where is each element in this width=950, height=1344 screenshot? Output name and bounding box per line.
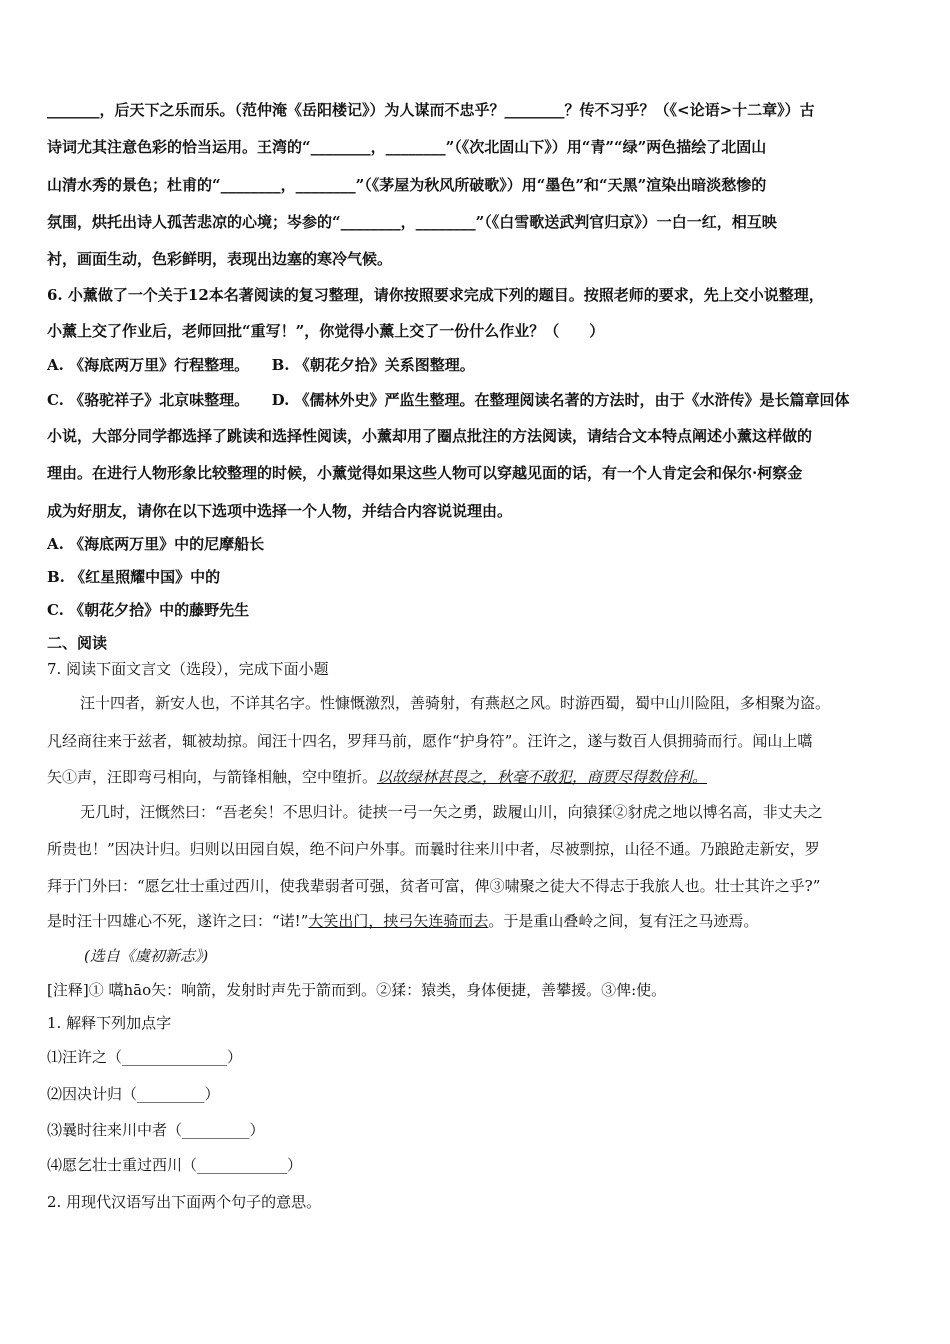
text-line: 山清水秀的景色；杜甫的“________，________”（《茅屋为秋风所破歌》）用“墨色”和“天黑”渲染出暗淡愁惨的 [47,176,767,194]
passage-text: 是时汪十四雄心不死，遂许之曰：“诺!” [47,912,309,930]
blank-item: ⑵因决计归（_________） [47,1085,220,1103]
question-6-line: 成为好朋友，请你在以下选项中选择一个人物，并结合内容说说理由。 [47,502,513,520]
blank-item: ⑶曩时往来川中者（_________） [47,1121,265,1139]
passage-line: 汪十四者，新安人也，不详其名字。性慷慨激烈，善骑射，有燕赵之风。时游西蜀，蜀中山川险阻，多相聚为盗。 [80,694,831,712]
question-6-line: 小薰上交了作业后，老师回批“重写！”，你觉得小薰上交了一份什么作业？（ ） [47,322,605,340]
passage-line: 无几时，汪慨然曰：“吾老矣！不思归计。徒挟一弓一矢之勇，跋履山川，向猿猱②豺虎之地以博名高，非丈夫之 [80,803,823,821]
choice-c: C. 《朝花夕拾》中的藤野先生 [47,601,250,619]
section-heading: 二、阅读 [47,634,108,652]
text-line: 氛围，烘托出诗人孤苦悲凉的心境；岑参的“________，________”（《白雪歌送武判官归京》）一白一红，相互映 [47,213,777,231]
question-6-line: 理由。在进行人物形象比较整理的时候，小薰觉得如果这些人物可以穿越见面的话，有一个人肯定会和保尔·柯察金 [47,464,803,482]
question-7-intro: 7. 阅读下面文言文（选段），完成下面小题 [47,660,329,678]
passage-line: 所贵也！”因决计归。归则以田园自娱，绝不问户外事。而曩时往来川中者，尽被剽掠，山径不通。乃踉跄走新安，罗 [47,840,820,858]
choice-a: A. 《海底两万里》中的尼摩船长 [47,535,265,553]
passage-line: 拜于门外曰：“愿乞壮士重过西川，使我辈弱者可强，贫者可富，俾③啸聚之徒大不得志于我旅人也。壮士其许之乎?” [47,877,821,895]
option-ab: A. 《海底两万里》行程整理。 B. 《朝花夕拾》关系图整理。 [47,356,475,374]
passage-line [47,767,907,787]
underlined-sentence: 以故绿林甚畏之，秋毫不敢犯，商贾尽得数倍利。 [377,768,708,786]
passage-text: 矢①声，汪即弯弓相向，与箭锋相触，空中堕折。 [47,768,378,786]
sub-question-2: 2. 用现代汉语写出下面两个句子的意思。 [47,1193,322,1211]
annotation-notes: [注释]① 嚆hāo矢：响箭，发射时声先于箭而到。②猱：猿类，身体便捷，善攀援。③俾:使。 [47,981,667,999]
passage-line: 凡经商往来于兹者，辄被劫掠。闻汪十四名，罗拜马前，愿作“护身符”。汪许之，遂与数百人俱拥骑而行。闻山上嚆 [47,732,813,750]
passage-text: 。于是重山叠岭之间，复有汪之马迹焉。 [488,912,759,930]
text-line: 诗词尤其注意色彩的恰当运用。王湾的“________，________”（《次北固山下》）用“青”“绿”两色描绘了北固山 [47,138,767,156]
text-line: 衬，画面生动，色彩鲜明，表现出边塞的寒冷气候。 [47,250,393,268]
question-6-line: 小说，大部分同学都选择了跳读和选择性阅读，小薰却用了圈点批注的方法阅读，请结合文本特点阐述小薰这样做的 [47,427,813,445]
text-line: _______，后天下之乐而乐。（范仲淹《岳阳楼记》）为人谋而不忠乎？________？传不习乎？（《<论语>十二章》）古 [47,101,815,119]
blank-item: ⑴汪许之（______________） [47,1048,243,1066]
passage-line [47,911,907,931]
sub-question-1: 1. 解释下列加点字 [47,1014,172,1032]
underlined-sentence: 大笑出门，挟弓矢连骑而去 [308,912,489,930]
choice-b: B. 《红星照耀中国》中的 [47,568,221,586]
option-cd: C. 《骆驼祥子》北京味整理。 D. 《儒林外史》严监生整理。在整理阅读名著的方法时，由于《水浒传》是长篇章回体 [47,391,850,409]
blank-item: ⑷愿乞壮士重过西川（____________） [47,1156,303,1174]
source-citation: (选自《虞初新志》) [84,947,209,965]
question-6-line: 6. 小薰做了一个关于12本名著阅读的复习整理，请你按照要求完成下列的题目。按照老师的要求，先上交小说整理， [47,286,824,304]
